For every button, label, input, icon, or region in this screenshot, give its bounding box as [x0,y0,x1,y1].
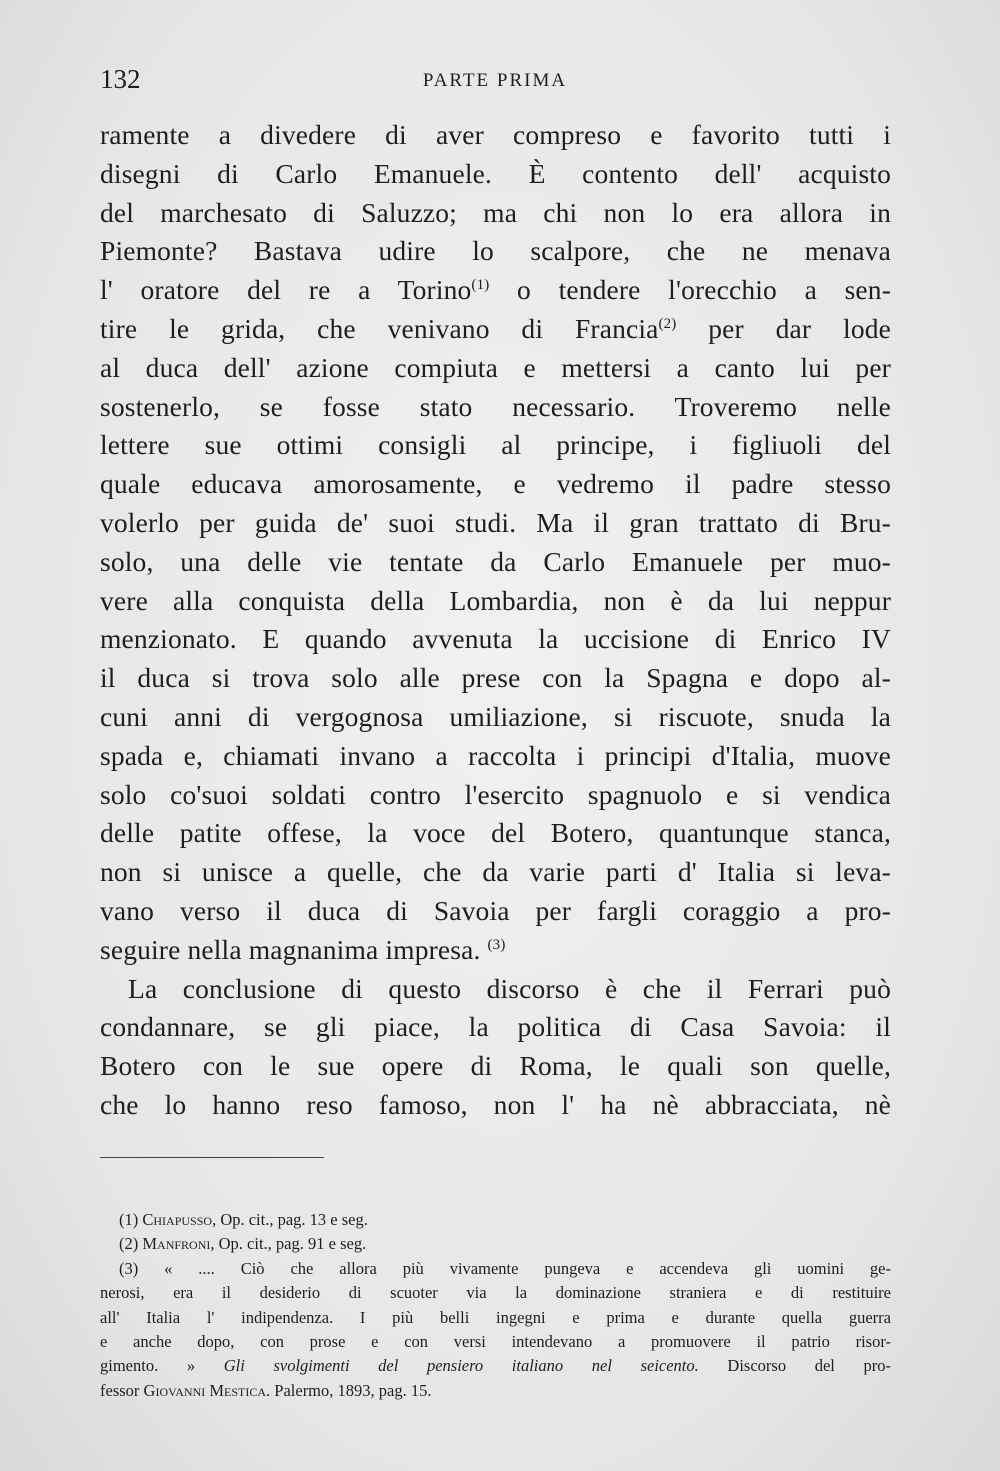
footnote-ref-3: (3) [487,936,506,953]
text-line [100,931,891,970]
footnote-author: Manfroni [142,1234,211,1254]
footnote-marker: (1) [119,1210,139,1229]
text-line: Botero con le sue opere di Roma, le quali son quelle, [100,1050,891,1082]
text-segment: l' oratore del re a Torino [100,274,472,306]
text-line: ramente a divedere di aver compreso e favorito tutti i [100,119,891,150]
text-line: il duca si trova solo alle prese con la Spagna e dopo al- [100,662,891,694]
text-line: quale educava amorosamente, e vedremo il padre stesso [100,468,891,500]
footnote-text: . Palermo, 1893, pag. 15. [266,1380,432,1400]
footnote-2 [100,1232,891,1256]
footnote-text: gimento. » [100,1356,196,1376]
text-line: Piemonte? Bastava udire lo scalpore, che ne menava [100,235,891,267]
footnote-text: , Op. cit., pag. 91 e seg. [210,1234,367,1254]
text-line: solo co'suoi soldati contro l'esercito spagnuolo e si vendica [100,778,891,810]
footnote-text: Discorso del pro- [727,1356,891,1376]
footnote-3-line [100,1379,891,1403]
text-line: lettere sue ottimi consigli al principe, i figliuoli del [100,429,891,461]
text-line: solo, una delle vie tentate da Carlo Emanuele per muo- [100,545,891,577]
main-text [100,116,891,1125]
footnote-ref-2: (2) [658,315,677,332]
text-line: che lo hanno reso famoso, non l' ha nè abbracciata, nè [100,1088,891,1120]
running-title: PARTE PRIMA [422,70,568,91]
page-header [100,64,890,100]
footnote-marker: (3) [119,1258,139,1278]
footnote-marker: (2) [119,1234,139,1254]
footnote-3-line [100,1354,891,1378]
text-line: vano verso il duca di Savoia per fargli coraggio a pro- [100,894,891,926]
text-line: disegni di Carlo Emanuele. È contento dell' acquisto [100,157,891,189]
footnote-text: fessor [100,1380,140,1400]
footnote-text: , Op. cit., pag. 13 e seg. [212,1210,368,1229]
text-line [100,310,891,349]
footnote-3-line: e anche dopo, con prose e con versi intendevano a promuovere il patrio risor- [100,1331,891,1351]
text-line: spada e, chiamati invano a raccolta i principi d'Italia, muove [100,739,891,771]
text-line: al duca dell' azione compiuta e mettersi a canto lui per [100,351,891,383]
text-line: condannare, se gli piace, la politica di Casa Savoia: il [100,1011,891,1043]
text-line: volerlo per guida de' suoi studi. Ma il gran trattato di Bru- [100,506,891,538]
text-segment: o tendere l'orecchio a sen- [517,274,891,306]
footnote-1 [100,1208,891,1232]
text-line: sostenerlo, se fosse stato necessario. Troveremo nelle [100,390,891,422]
text-line: menzionato. E quando avvenuta la uccisione di Enrico IV [100,623,891,655]
footnote-divider [100,1157,324,1158]
text-line: non si unisce a quelle, che da varie parti d' Italia si leva- [100,856,891,888]
footnote-ref-1: (1) [471,277,490,294]
text-line: del marchesato di Saluzzo; ma chi non lo era allora in [100,196,891,228]
text-segment: per dar lode [708,312,891,344]
footnote-3-line: nerosi, era il desiderio di scuoter via la dominazione straniera e di restituire [100,1283,891,1303]
cited-title: Gli svolgimenti del pensiero italiano nel seicento. [223,1356,699,1376]
footnote-author: Chiapusso [142,1210,213,1229]
footnotes [100,1208,891,1403]
text-line: cuni anni di vergognosa umiliazione, si riscuote, snuda la [100,700,891,732]
paragraph-start-line: La conclusione di questo discorso è che il Ferrari può [128,972,891,1004]
footnote-3-line [100,1257,891,1281]
page-number: 132 [100,64,141,94]
footnote-3-line: all' Italia l' indipendenza. I più belli ingegni e prima e durante quella guerra [100,1307,891,1327]
text-segment: seguire nella magnanima impresa. [100,933,481,965]
text-line: delle patite offese, la voce del Botero, quantunque stanca, [100,817,891,849]
cited-author: Giovanni Mestica [143,1380,267,1400]
text-segment: tire le grida, che venivano di Francia [100,312,659,344]
text-line [100,271,891,310]
text-line: vere alla conquista della Lombardia, non è da lui neppur [100,584,891,616]
footnote-text: « .... Ciò che allora più vivamente pungeva e accendeva gli uomini ge- [164,1258,891,1278]
